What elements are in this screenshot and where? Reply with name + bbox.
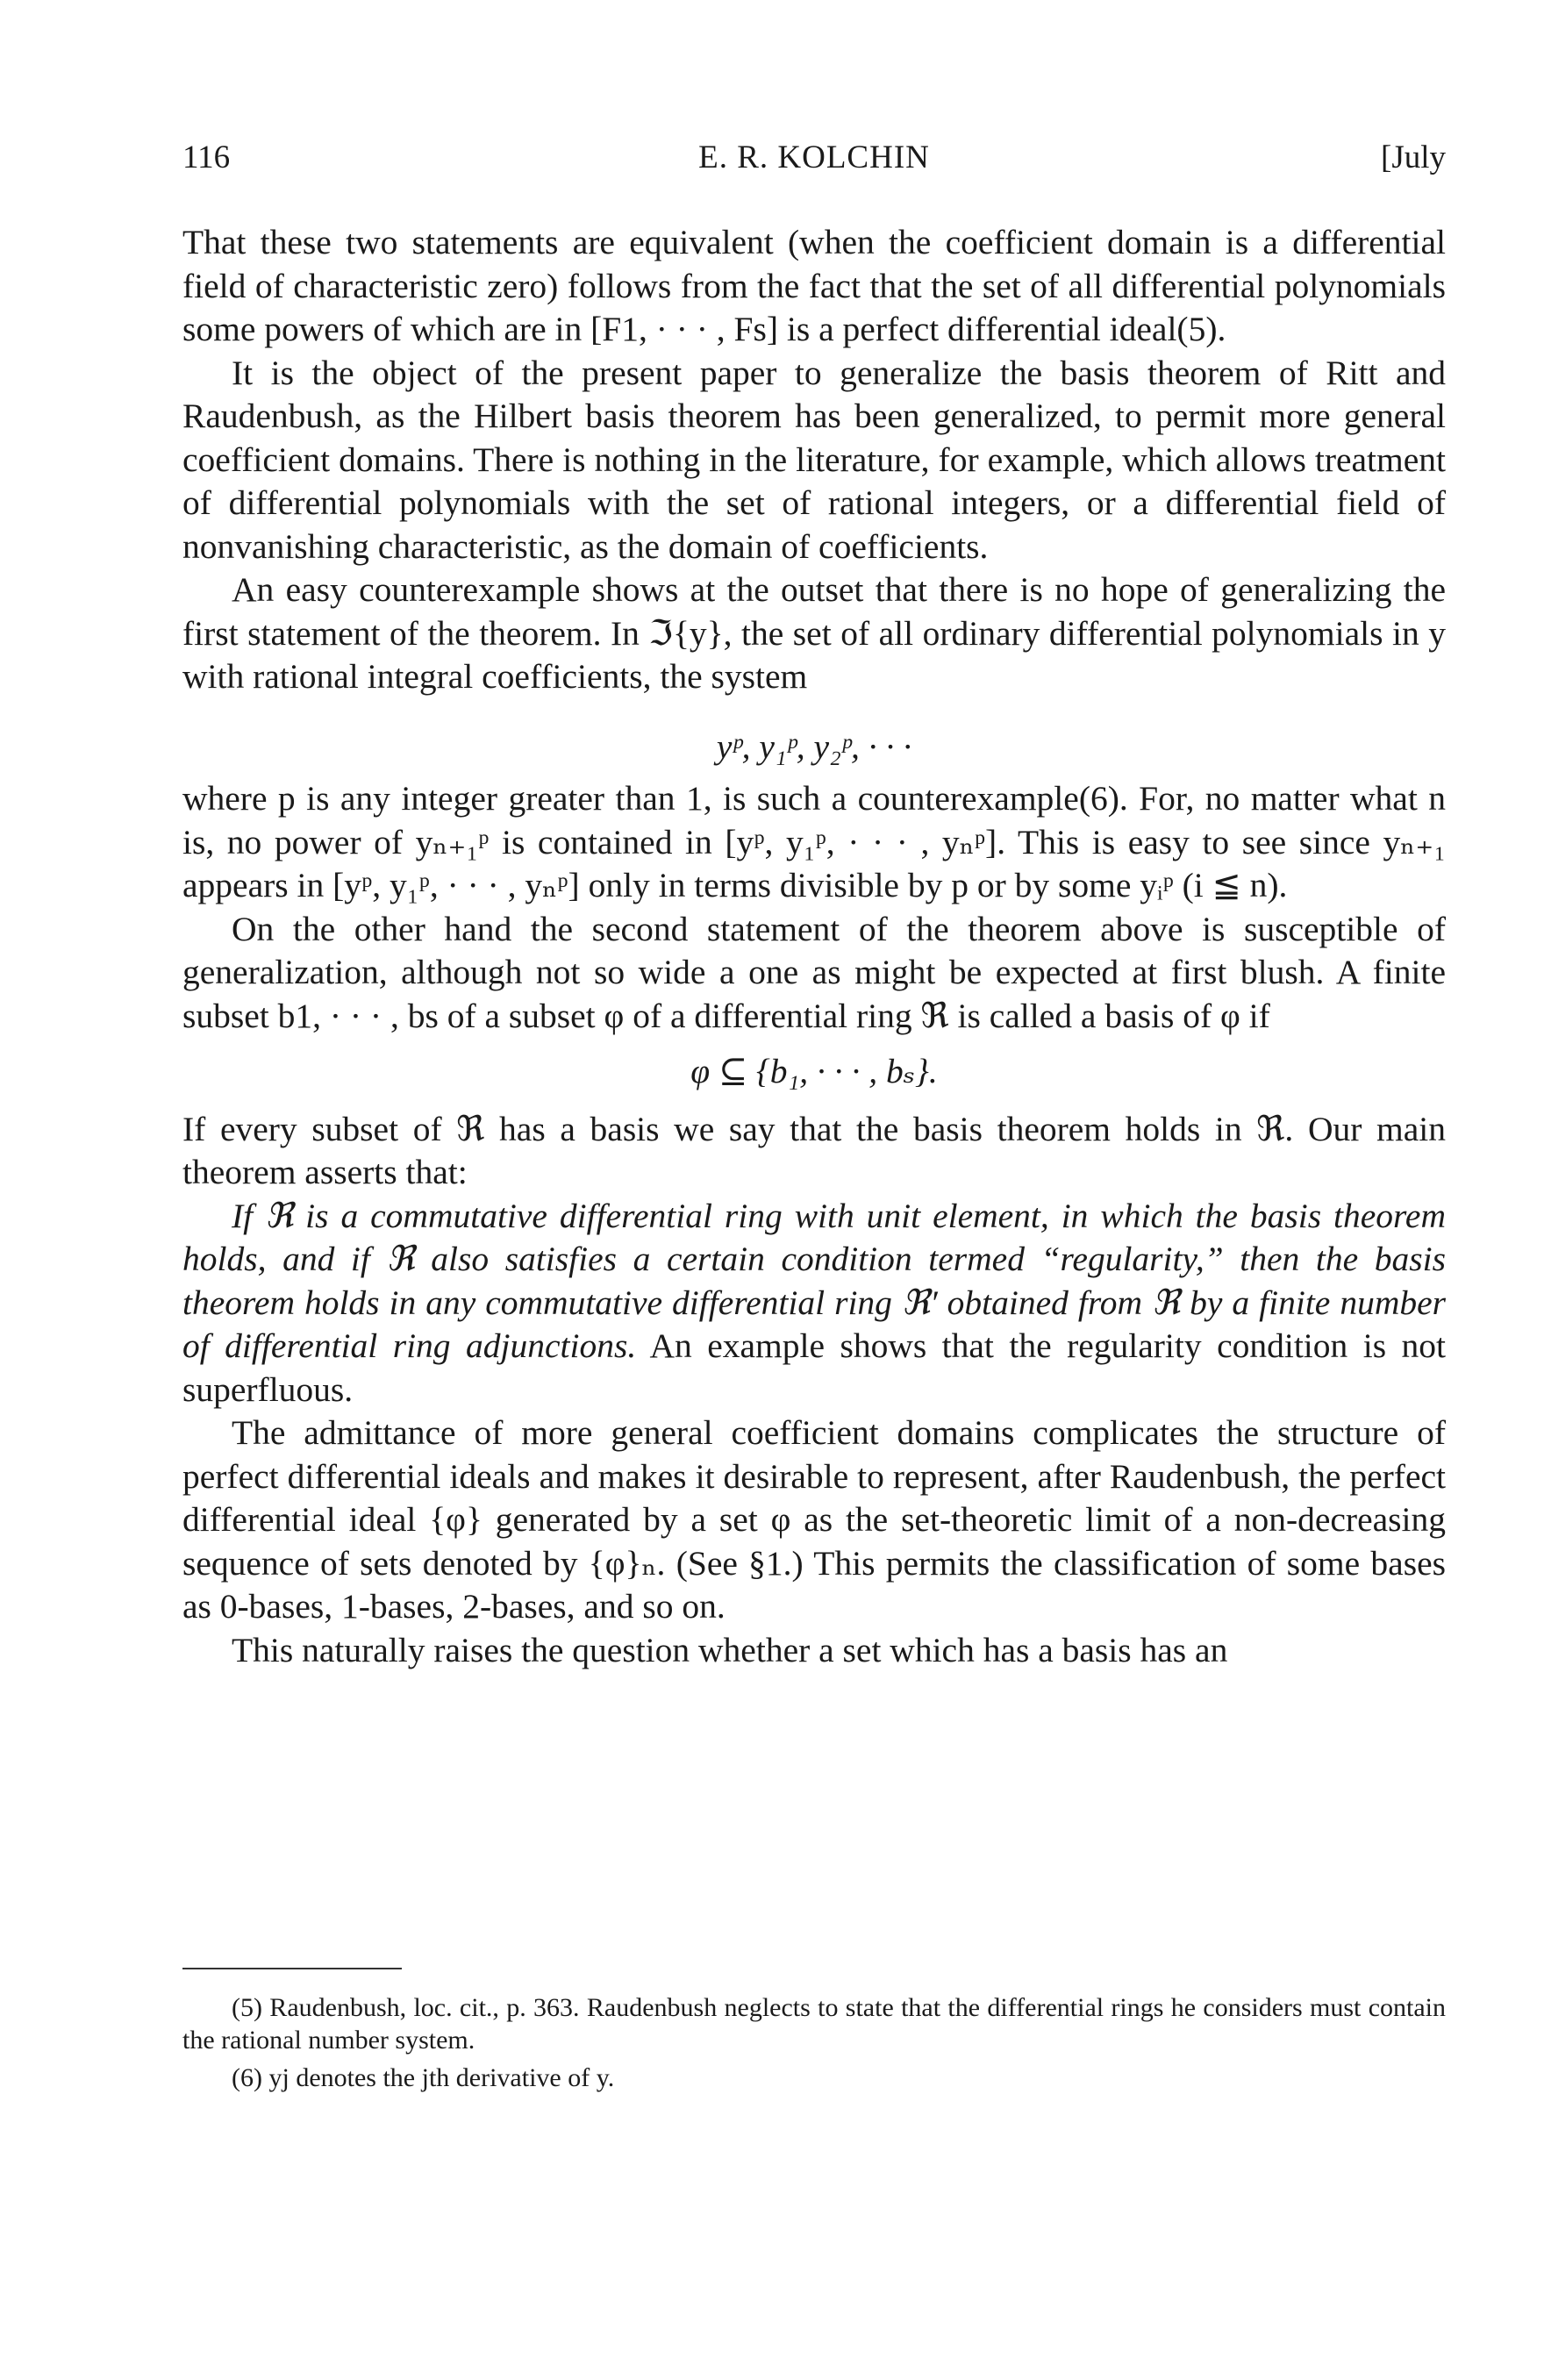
paragraph-4: where p is any integer greater than 1, is such a counterexample(6). For, no matter what n is, no power of yₙ₊₁ᵖ is contained in [yᵖ, y₁ᵖ, · · · , yₙᵖ]. This is easy to see since yₙ₊₁ appears in [yᵖ, y₁ᵖ, · · · , yₙᵖ] only in terms divisible by p or by some yᵢᵖ (i ≦ n).	[182, 779, 1446, 904]
page-header	[182, 139, 1446, 182]
paragraph-2: It is the object of the present paper to generalize the basis theorem of Ritt and Raudenbush, as the Hilbert basis theorem has been generalized, to permit more general coefficient domains. There is nothing in the literature, for example, which allows treatment of differential polynomials with the set of rational integers, or a differential field of nonvanishing characteristic, as the domain of coefficients.	[182, 353, 1446, 566]
main-theorem-remark: An example shows that the regularity condition is not superfluous.	[182, 1326, 1446, 1409]
display-equation-basis: φ ⊆ {b₁, · · · , bₛ}.	[690, 1052, 938, 1090]
main-text	[182, 221, 1446, 1672]
paragraph-5: On the other hand the second statement of the theorem above is susceptible of generalization, although not so wide a one as might be expected at first blush. A finite subset b1, · · · , bs of a subset φ of a differential ring ℜ is called a basis of φ if	[182, 909, 1446, 1035]
running-head-date: [July	[1381, 139, 1446, 175]
main-theorem-paragraph	[182, 1195, 1446, 1412]
paragraph-1: That these two statements are equivalent (when the coefficient domain is a differential field of characteristic zero) follows from the fact that the set of all differential polynomials some powers of which are in [F1, · · · , Fs] is a perfect differential ideal(5).	[182, 223, 1446, 348]
footnote-rule	[182, 1968, 402, 1969]
paragraph-3: An easy counterexample shows at the outset that there is no hope of generalizing the first statement of the theorem. In ℑ{y}, the set of all ordinary differential polynomials in y with rational integral coefficients, the system	[182, 570, 1446, 696]
paragraph-8: This naturally raises the question whether a set which has a basis has an	[232, 1630, 1228, 1669]
display-equation-system: yᵖ, y₁ᵖ, y₂ᵖ, · · ·	[716, 726, 912, 766]
main-theorem-statement: If ℜ is a commutative differential ring with unit element, in which the basis theorem holds, and if ℜ also satisfies a certain condition termed “regularity,” then the basis theorem holds in any commutative differential ring ℜ′ obtained from ℜ by a finite number of differential ring adjunctions.	[182, 1196, 1446, 1365]
footnotes	[182, 1991, 1446, 2099]
paragraph-6: If every subset of ℜ has a basis we say that the basis theorem holds in ℜ. Our main theorem asserts that:	[182, 1109, 1446, 1191]
running-head-author: E. R. KOLCHIN	[698, 139, 930, 175]
footnote-5: (5) Raudenbush, loc. cit., p. 363. Raudenbush neglects to state that the differential rings he considers must contain the rational number system.	[182, 1993, 1446, 2055]
paragraph-7: The admittance of more general coefficient domains complicates the structure of perfect differential ideals and makes it desirable to represent, after Raudenbush, the perfect differential ideal {φ} generated by a set φ as the set-theoretic limit of a non-decreasing sequence of sets denoted by {φ}ₙ. (See §1.) This permits the classification of some bases as 0-bases, 1-bases, 2-bases, and so on.	[182, 1413, 1446, 1626]
page-number: 116	[182, 139, 231, 175]
footnote-6: (6) yj denotes the jth derivative of y.	[232, 2063, 615, 2092]
